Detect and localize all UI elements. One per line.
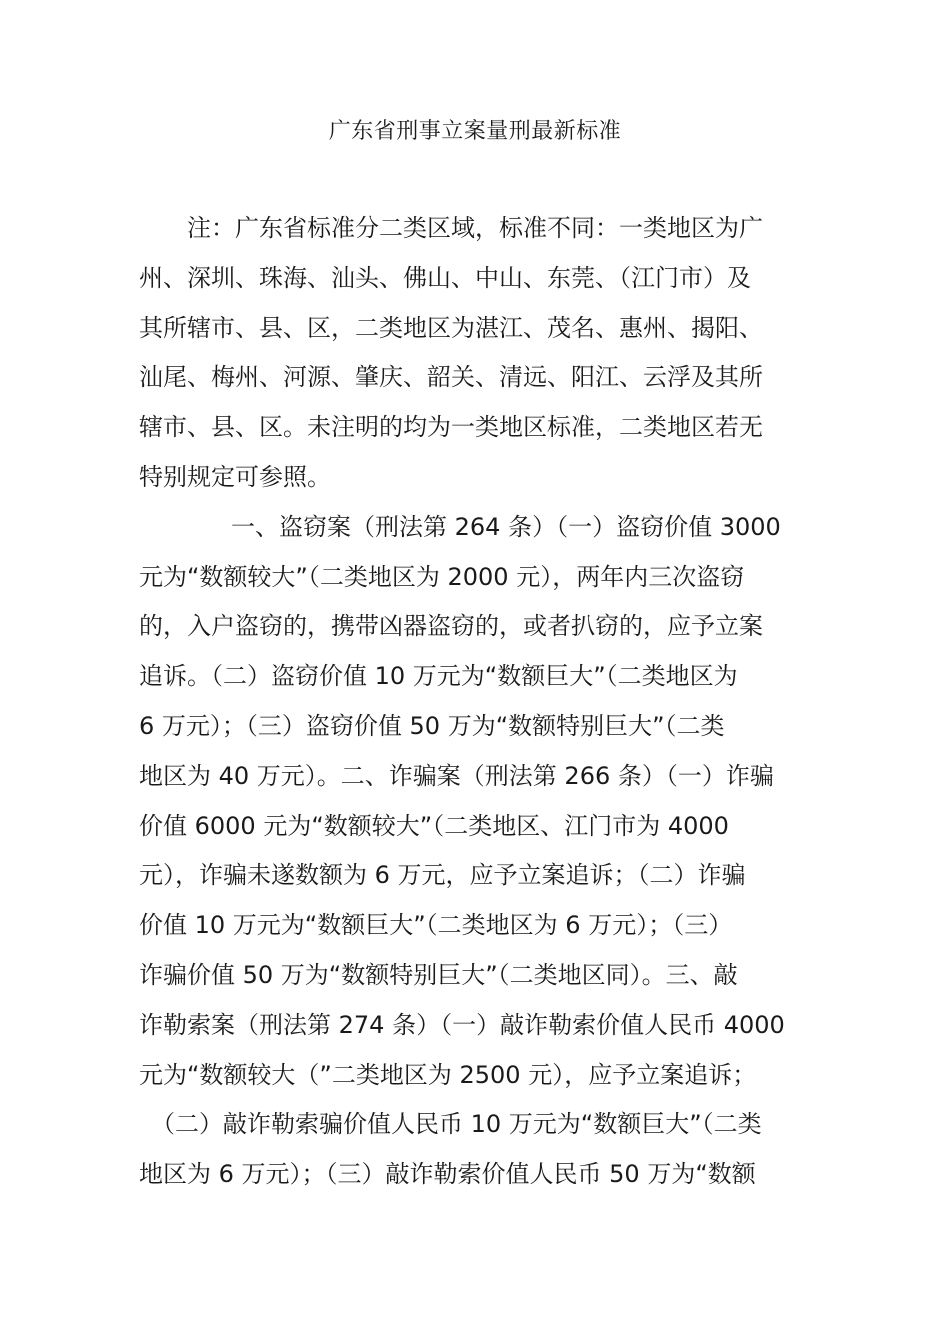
body-line: 汕尾、梅州、河源、肇庆、韶关、清远、阳江、云浮及其所 <box>139 363 763 392</box>
body-line: 地区为 40 万元）。二、诈骗案（刑法第 266 条）（一）诈骗 <box>139 761 774 790</box>
body-line: 州、深圳、珠海、汕头、佛山、中山、东莞、（江门市）及 <box>139 263 751 292</box>
body-line: 元为“数额较大（”二类地区为 2500 元），应予立案追诉； <box>139 1060 757 1089</box>
body-line: 注：广东省标准分二类区域，标准不同：一类地区为广 <box>187 214 763 242</box>
body-line: 6 万元）；（三）盗窃价值 50 万为“数额特别巨大”（二类 <box>139 711 725 740</box>
body-line: 辖市、县、区。未注明的均为一类地区标准，二类地区若无 <box>139 413 763 442</box>
body-line: 一、盗窃案（刑法第 264 条）（一）盗窃价值 3000 <box>231 512 781 541</box>
body-line: 诈勒索案（刑法第 274 条）（一）敲诈勒索价值人民币 4000 <box>139 1010 785 1039</box>
document-body <box>139 204 819 1200</box>
body-line: 追诉。（二）盗窃价值 10 万元为“数额巨大”（二类地区为 <box>139 662 738 691</box>
body-line: 地区为 6 万元）；（三）敲诈勒索价值人民币 50 万为“数额 <box>139 1160 756 1189</box>
body-line: 特别规定可参照。 <box>139 462 331 491</box>
document-title: 广东省刑事立案量刑最新标准 <box>328 119 622 144</box>
body-line: （二）敲诈勒索骗价值人民币 10 万元为“数额巨大”（二类 <box>151 1110 762 1139</box>
body-line: 元为“数额较大”（二类地区为 2000 元），两年内三次盗窃 <box>139 562 745 591</box>
body-line: 的，入户盗窃的，携带凶器盗窃的，或者扒窃的，应予立案 <box>139 612 763 641</box>
body-line: 诈骗价值 50 万为“数额特别巨大”（二类地区同）。三、敲 <box>139 960 738 989</box>
body-line: 价值 10 万元为“数额巨大”（二类地区为 6 万元）；（三） <box>139 911 733 940</box>
body-line: 价值 6000 元为“数额较大”（二类地区、江门市为 4000 <box>139 811 729 840</box>
body-line: 其所辖市、县、区，二类地区为湛江、茂名、惠州、揭阳、 <box>139 313 763 342</box>
body-line: 元），诈骗未遂数额为 6 万元，应予立案追诉；（二）诈骗 <box>139 861 746 890</box>
